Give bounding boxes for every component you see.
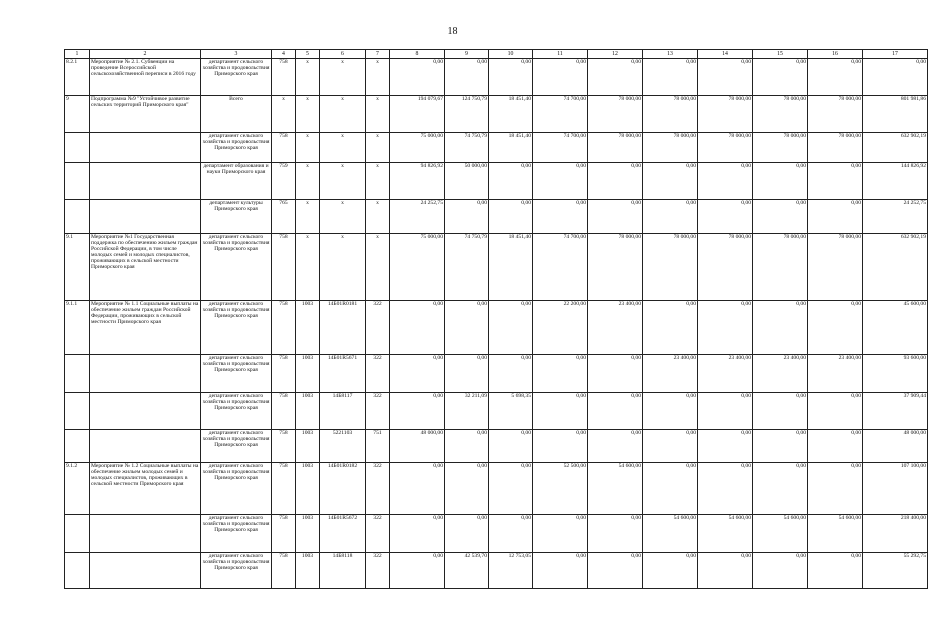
year-value: 78 000,00 (753, 234, 808, 301)
year-value: 0,00 (489, 59, 533, 96)
table-row (65, 393, 928, 430)
column-number-10: 10 (489, 50, 533, 59)
year-value: 0,00 (753, 553, 808, 589)
year-value: 0,00 (588, 553, 643, 589)
column-number-13: 13 (643, 50, 698, 59)
table-row (65, 59, 928, 96)
code-target: 5221103 (320, 430, 366, 463)
row-number: 9.1.2 (65, 463, 90, 515)
activity-name (90, 163, 201, 200)
year-value: 0,00 (533, 355, 588, 393)
year-value: 0,00 (489, 430, 533, 463)
year-value: 0,00 (445, 430, 489, 463)
year-value: 22 200,00 (533, 301, 588, 355)
code-section: 1003 (296, 301, 320, 355)
column-number-12: 12 (588, 50, 643, 59)
executor: департамент сельского хозяйства и продовольствия Приморского края (201, 515, 272, 553)
year-value: 48 000,00 (390, 430, 445, 463)
year-value: 74 700,00 (533, 234, 588, 301)
code-expense-type: 751 (366, 430, 390, 463)
code-grbs: 759 (272, 163, 296, 200)
code-grbs: 758 (272, 463, 296, 515)
year-value: 0,00 (489, 463, 533, 515)
executor: департамент образования и науки Приморского края (201, 163, 272, 200)
total-value: 632 902,19 (863, 234, 928, 301)
year-value: 0,00 (698, 301, 753, 355)
year-value: 194 079,67 (390, 96, 445, 133)
total-value: 48 000,00 (863, 430, 928, 463)
activity-name: Мероприятие №1 Государственная поддержка по обеспечению жильем граждан Российской Федерации, в том числе молодых семей и молодых специалистов, проживающих в сельской местности Приморского края (90, 234, 201, 301)
year-value: 78 000,00 (753, 133, 808, 163)
code-grbs: 758 (272, 515, 296, 553)
column-number-3: 3 (201, 50, 272, 59)
row-number (65, 515, 90, 553)
year-value: 0,00 (445, 355, 489, 393)
year-value: 0,00 (643, 59, 698, 96)
column-number-1: 1 (65, 50, 90, 59)
code-expense-type: х (366, 59, 390, 96)
year-value: 0,00 (698, 553, 753, 589)
code-grbs: 758 (272, 553, 296, 589)
year-value: 0,00 (390, 553, 445, 589)
total-value: 0,00 (863, 59, 928, 96)
activity-name (90, 515, 201, 553)
year-value: 0,00 (390, 59, 445, 96)
column-number-14: 14 (698, 50, 753, 59)
year-value: 78 000,00 (643, 96, 698, 133)
year-value: 0,00 (489, 355, 533, 393)
year-value: 0,00 (588, 163, 643, 200)
code-section: 1003 (296, 553, 320, 589)
executor: департамент сельского хозяйства и продовольствия Приморского края (201, 234, 272, 301)
year-value: 32 211,09 (445, 393, 489, 430)
year-value: 74 750,79 (445, 234, 489, 301)
executor: департамент сельского хозяйства и продовольствия Приморского края (201, 393, 272, 430)
year-value: 0,00 (753, 200, 808, 234)
year-value: 23 400,00 (588, 301, 643, 355)
year-value: 0,00 (588, 59, 643, 96)
page-number: 18 (447, 26, 458, 37)
year-value: 54 600,00 (588, 463, 643, 515)
year-value: 78 000,00 (588, 133, 643, 163)
code-expense-type: 322 (366, 463, 390, 515)
year-value: 78 000,00 (808, 96, 863, 133)
year-value: 0,00 (390, 355, 445, 393)
year-value: 78 000,00 (808, 133, 863, 163)
year-value: 0,00 (808, 463, 863, 515)
year-value: 0,00 (643, 301, 698, 355)
column-number-11: 11 (533, 50, 588, 59)
table-row (65, 133, 928, 163)
table-row (65, 355, 928, 393)
code-grbs: 758 (272, 301, 296, 355)
year-value: 0,00 (588, 393, 643, 430)
year-value: 0,00 (445, 463, 489, 515)
year-value: 42 539,70 (445, 553, 489, 589)
activity-name: Мероприятие № 2.1. Субвенции на проведение Всероссийской сельскохозяйственной переписи в 2016 году (90, 59, 201, 96)
code-target: х (320, 133, 366, 163)
code-target: 14Б01R5671 (320, 355, 366, 393)
year-value: 0,00 (643, 553, 698, 589)
executor: департамент сельского хозяйства и продовольствия Приморского края (201, 59, 272, 96)
year-value: 75 000,00 (390, 133, 445, 163)
code-section: х (296, 163, 320, 200)
year-value: 0,00 (445, 59, 489, 96)
column-number-15: 15 (753, 50, 808, 59)
year-value: 54 600,00 (643, 515, 698, 553)
column-number-2: 2 (90, 50, 201, 59)
code-grbs: 758 (272, 430, 296, 463)
year-value: 18 451,40 (489, 234, 533, 301)
year-value: 0,00 (390, 301, 445, 355)
year-value: 0,00 (390, 515, 445, 553)
year-value: 0,00 (753, 393, 808, 430)
year-value: 0,00 (753, 430, 808, 463)
year-value: 124 750,79 (445, 96, 489, 133)
code-target: х (320, 163, 366, 200)
code-expense-type: 322 (366, 301, 390, 355)
year-value: 0,00 (533, 393, 588, 430)
table-row (65, 430, 928, 463)
year-value: 23 400,00 (698, 355, 753, 393)
year-value: 18 451,40 (489, 133, 533, 163)
year-value: 0,00 (588, 355, 643, 393)
year-value: 74 700,00 (533, 133, 588, 163)
code-target: 14Б01R0182 (320, 463, 366, 515)
year-value: 0,00 (445, 515, 489, 553)
code-target: 14Б8117 (320, 393, 366, 430)
year-value: 0,00 (753, 301, 808, 355)
year-value: 0,00 (808, 200, 863, 234)
year-value: 0,00 (808, 59, 863, 96)
code-grbs: 758 (272, 355, 296, 393)
code-grbs: 765 (272, 200, 296, 234)
column-number-8: 8 (390, 50, 445, 59)
total-value: 93 600,00 (863, 355, 928, 393)
code-target: х (320, 96, 366, 133)
year-value: 23 400,00 (643, 355, 698, 393)
year-value: 74 700,00 (533, 96, 588, 133)
code-expense-type: 322 (366, 553, 390, 589)
year-value: 0,00 (489, 515, 533, 553)
code-expense-type: х (366, 234, 390, 301)
total-value: 107 100,00 (863, 463, 928, 515)
row-number: 8.2.1 (65, 59, 90, 96)
code-expense-type: х (366, 96, 390, 133)
total-value: 218 400,00 (863, 515, 928, 553)
year-value: 78 000,00 (698, 133, 753, 163)
row-number (65, 553, 90, 589)
year-value: 0,00 (489, 200, 533, 234)
year-value: 0,00 (753, 59, 808, 96)
code-section: 1003 (296, 463, 320, 515)
code-section: х (296, 59, 320, 96)
year-value: 0,00 (808, 163, 863, 200)
year-value: 0,00 (390, 393, 445, 430)
column-number-5: 5 (296, 50, 320, 59)
year-value: 78 000,00 (643, 133, 698, 163)
year-value: 0,00 (808, 553, 863, 589)
year-value: 0,00 (698, 393, 753, 430)
total-value: 632 902,19 (863, 133, 928, 163)
executor: департамент сельского хозяйства и продовольствия Приморского края (201, 133, 272, 163)
year-value: 0,00 (698, 463, 753, 515)
code-grbs: 758 (272, 59, 296, 96)
year-value: 0,00 (643, 430, 698, 463)
column-number-7: 7 (366, 50, 390, 59)
year-value: 0,00 (808, 430, 863, 463)
year-value: 0,00 (445, 200, 489, 234)
code-expense-type: 322 (366, 393, 390, 430)
activity-name: Мероприятие № 1.1 Социальные выплаты на обеспечение жильем граждан Российской Федерации, проживающих в сельской местности Приморского края (90, 301, 201, 355)
year-value: 74 750,79 (445, 133, 489, 163)
row-number (65, 430, 90, 463)
year-value: 0,00 (445, 301, 489, 355)
activity-name: Мероприятие № 1.2 Социальные выплаты на обеспечение жильем молодых семей и молодых специалистов, проживающих в сельской местности Приморского края (90, 463, 201, 515)
year-value: 18 451,40 (489, 96, 533, 133)
year-value: 0,00 (643, 393, 698, 430)
code-grbs: 758 (272, 393, 296, 430)
total-value: 801 981,86 (863, 96, 928, 133)
table-body (65, 50, 928, 589)
year-value: 78 000,00 (588, 234, 643, 301)
year-value: 0,00 (643, 200, 698, 234)
table-row (65, 515, 928, 553)
year-value: 54 600,00 (808, 515, 863, 553)
code-target: х (320, 200, 366, 234)
activity-name: Подпрограмма №9 "Устойчивое развитие сельских территорий Приморского края" (90, 96, 201, 133)
year-value: 78 000,00 (753, 96, 808, 133)
year-value: 0,00 (533, 553, 588, 589)
table-row (65, 553, 928, 589)
row-number: 9.1 (65, 234, 90, 301)
year-value: 0,00 (753, 163, 808, 200)
executor: Всего (201, 96, 272, 133)
executor: департамент культуры Приморского края (201, 200, 272, 234)
code-expense-type: 322 (366, 515, 390, 553)
year-value: 0,00 (698, 59, 753, 96)
year-value: 12 753,05 (489, 553, 533, 589)
year-value: 0,00 (808, 393, 863, 430)
activity-name (90, 133, 201, 163)
budget-table (64, 49, 928, 589)
year-value: 0,00 (698, 163, 753, 200)
activity-name (90, 553, 201, 589)
total-value: 45 600,00 (863, 301, 928, 355)
code-expense-type: 322 (366, 355, 390, 393)
year-value: 78 000,00 (698, 234, 753, 301)
year-value: 0,00 (533, 200, 588, 234)
row-number: 9.1.1 (65, 301, 90, 355)
executor: департамент сельского хозяйства и продовольствия Приморского края (201, 355, 272, 393)
executor: департамент сельского хозяйства и продовольствия Приморского края (201, 430, 272, 463)
code-section: 1003 (296, 355, 320, 393)
total-value: 37 909,44 (863, 393, 928, 430)
year-value: 0,00 (489, 163, 533, 200)
activity-name (90, 200, 201, 234)
table-row (65, 234, 928, 301)
activity-name (90, 430, 201, 463)
table-row (65, 163, 928, 200)
column-number-16: 16 (808, 50, 863, 59)
year-value: 54 600,00 (753, 515, 808, 553)
year-value: 94 826,92 (390, 163, 445, 200)
code-target: х (320, 234, 366, 301)
column-number-4: 4 (272, 50, 296, 59)
code-section: х (296, 234, 320, 301)
year-value: 50 000,00 (445, 163, 489, 200)
year-value: 0,00 (533, 163, 588, 200)
row-number (65, 133, 90, 163)
table-row (65, 200, 928, 234)
row-number (65, 393, 90, 430)
column-number-6: 6 (320, 50, 366, 59)
executor: департамент сельского хозяйства и продовольствия Приморского края (201, 301, 272, 355)
code-section: 1003 (296, 515, 320, 553)
year-value: 78 000,00 (808, 234, 863, 301)
year-value: 0,00 (533, 59, 588, 96)
year-value: 0,00 (588, 515, 643, 553)
code-expense-type: х (366, 163, 390, 200)
year-value: 0,00 (588, 430, 643, 463)
column-number-9: 9 (445, 50, 489, 59)
code-grbs: х (272, 96, 296, 133)
year-value: 78 000,00 (588, 96, 643, 133)
total-value: 55 292,75 (863, 553, 928, 589)
year-value: 0,00 (390, 463, 445, 515)
year-value: 54 600,00 (698, 515, 753, 553)
activity-name (90, 355, 201, 393)
year-value: 0,00 (643, 163, 698, 200)
row-number (65, 200, 90, 234)
code-target: 14Б01R0181 (320, 301, 366, 355)
year-value: 78 000,00 (698, 96, 753, 133)
code-grbs: 758 (272, 234, 296, 301)
year-value: 24 252,75 (390, 200, 445, 234)
code-target: х (320, 59, 366, 96)
column-number-row (65, 50, 928, 59)
code-section: 1003 (296, 430, 320, 463)
year-value: 5 698,35 (489, 393, 533, 430)
total-value: 24 252,75 (863, 200, 928, 234)
executor: департамент сельского хозяйства и продовольствия Приморского края (201, 553, 272, 589)
year-value: 75 000,00 (390, 234, 445, 301)
year-value: 0,00 (489, 301, 533, 355)
row-number: 9 (65, 96, 90, 133)
column-number-17: 17 (863, 50, 928, 59)
year-value: 0,00 (698, 430, 753, 463)
table-row (65, 463, 928, 515)
year-value: 0,00 (533, 515, 588, 553)
year-value: 78 000,00 (643, 234, 698, 301)
code-target: 14Б01R5672 (320, 515, 366, 553)
year-value: 23 400,00 (808, 355, 863, 393)
table-row (65, 96, 928, 133)
code-section: х (296, 200, 320, 234)
row-number (65, 355, 90, 393)
code-section: х (296, 96, 320, 133)
code-expense-type: х (366, 200, 390, 234)
row-number (65, 163, 90, 200)
code-expense-type: х (366, 133, 390, 163)
year-value: 0,00 (698, 200, 753, 234)
code-target: 14Б8118 (320, 553, 366, 589)
year-value: 0,00 (643, 463, 698, 515)
code-section: 1003 (296, 393, 320, 430)
table-row (65, 301, 928, 355)
year-value: 0,00 (533, 430, 588, 463)
total-value: 144 826,92 (863, 163, 928, 200)
code-section: х (296, 133, 320, 163)
code-grbs: 758 (272, 133, 296, 163)
executor: департамент сельского хозяйства и продовольствия Приморского края (201, 463, 272, 515)
year-value: 0,00 (753, 463, 808, 515)
year-value: 23 400,00 (753, 355, 808, 393)
activity-name (90, 393, 201, 430)
year-value: 0,00 (808, 301, 863, 355)
year-value: 0,00 (588, 200, 643, 234)
year-value: 52 500,00 (533, 463, 588, 515)
